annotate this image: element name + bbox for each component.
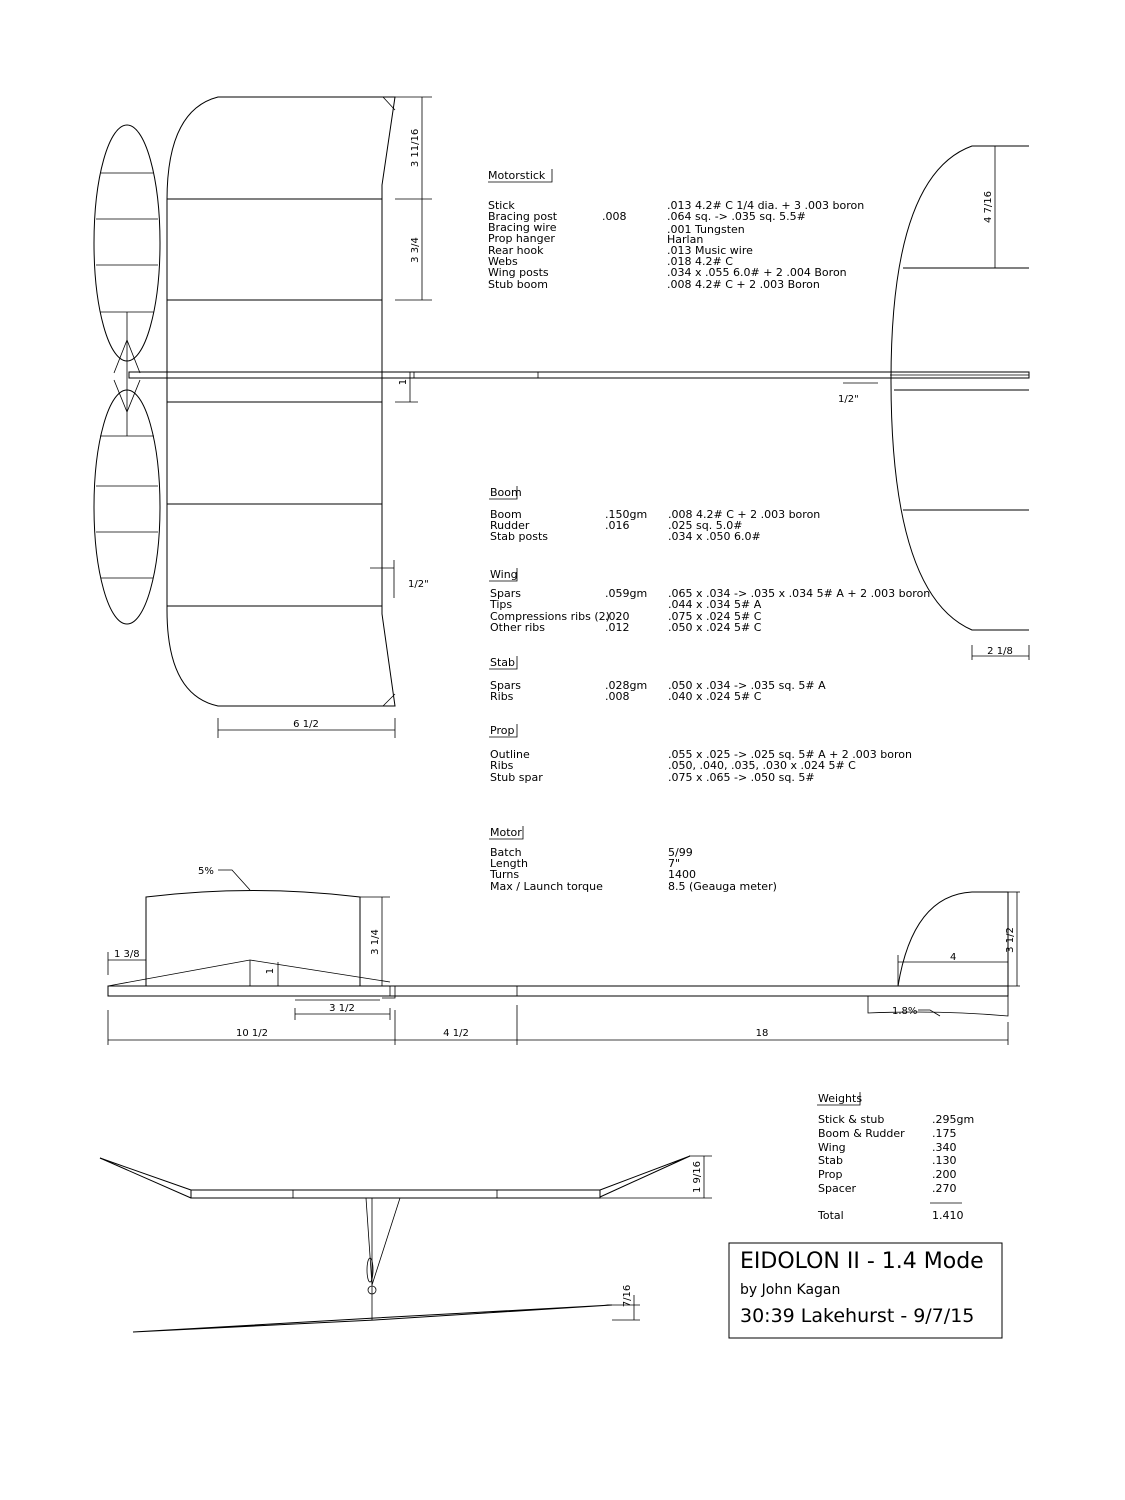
spec-row-spec: .008 4.2# C + 2 .003 Boron — [667, 278, 820, 291]
weight-row-value: .130 — [932, 1154, 957, 1167]
spec-row-spec: .034 x .050 6.0# — [668, 530, 761, 543]
weight-row-name: Stab — [818, 1154, 844, 1167]
spec-row-name: Batch — [490, 846, 522, 859]
spec-row-spec: .050 x .024 5# C — [668, 621, 762, 634]
weight-row-name: Stick & stub — [818, 1113, 885, 1126]
wing-header: Wing — [490, 568, 518, 581]
spec-row-name: Spars — [490, 679, 521, 692]
spec-row-weight: .028gm — [605, 679, 648, 692]
spec-row-name: Webs — [488, 255, 518, 268]
dim-wing-chord: 6 1/2 — [293, 719, 319, 730]
spec-row-value: 1400 — [668, 868, 696, 881]
spec-motorstick — [488, 169, 864, 291]
weight-row-name: Spacer — [818, 1182, 857, 1195]
dim-post-height: 1 — [265, 967, 276, 975]
dim-stab-boom: 1/2" — [838, 394, 859, 405]
spec-row-spec: Harlan — [667, 233, 704, 246]
spec-row-name: Stab posts — [490, 530, 549, 543]
spec-row-spec: .040 x .024 5# C — [668, 690, 762, 703]
dim-stab-chord: 4 7/16 — [983, 191, 994, 223]
spec-row-name: Max / Launch torque — [490, 880, 603, 893]
wing-dimensions — [218, 97, 432, 738]
spec-prop — [489, 724, 912, 784]
drawing-author: by John Kagan — [740, 1282, 841, 1298]
stab-header: Stab — [490, 656, 516, 669]
spec-row-weight: .016 — [605, 519, 630, 532]
weight-row-value: .175 — [932, 1127, 957, 1140]
spec-row-spec: .034 x .055 6.0# + 2 .004 Boron — [667, 266, 847, 279]
spec-row-name: Wing posts — [488, 266, 549, 279]
spec-boom — [489, 486, 820, 543]
spec-row-name: Bracing post — [488, 210, 558, 223]
spec-row-spec: .018 4.2# C — [667, 255, 733, 268]
spec-row-spec: .013 Music wire — [667, 244, 753, 257]
spec-row-spec: .050, .040, .035, .030 x .024 5# C — [668, 759, 856, 772]
spec-row-spec: .064 sq. -> .035 sq. 5.5# — [667, 210, 806, 223]
spec-row-spec: .013 4.2# C 1/4 dia. + 3 .003 boron — [667, 199, 865, 212]
title-block — [729, 1243, 1002, 1338]
dim-wing-height: 3 1/4 — [370, 929, 381, 955]
weights-total-label: Total — [818, 1209, 844, 1222]
drawing-title: EIDOLON II - 1.4 Mode — [740, 1249, 984, 1274]
spec-row-name: Boom — [490, 508, 522, 521]
spec-row-weight: .150gm — [605, 508, 648, 521]
dim-stick-mid: 4 1/2 — [443, 1028, 469, 1039]
spec-row-value: 5/99 — [668, 846, 693, 859]
spec-row-spec: .055 x .025 -> .025 sq. 5# A + 2 .003 boron — [668, 748, 912, 761]
dim-wing-outer-panel: 3 11/16 — [410, 128, 421, 168]
spec-row-name: Outline — [490, 748, 530, 761]
front-view — [100, 1156, 712, 1332]
spec-row-spec: .075 x .024 5# C — [668, 610, 762, 623]
spec-row-weight: .012 — [605, 621, 630, 634]
spec-row-weight: .059gm — [605, 587, 648, 600]
spec-row-name: Stick — [488, 199, 515, 212]
drawing-flight-record: 30:39 Lakehurst - 9/7/15 — [740, 1305, 975, 1327]
spec-row-spec: .025 sq. 5.0# — [668, 519, 743, 532]
weight-row-value: .270 — [932, 1182, 957, 1195]
spec-row-name: Length — [490, 857, 528, 870]
weight-row-value: .200 — [932, 1168, 957, 1181]
spec-row-name: Compressions ribs (2) — [490, 610, 610, 623]
weight-row-name: Wing — [818, 1141, 846, 1154]
weights-total-value: 1.410 — [932, 1209, 964, 1222]
propeller-plan-view — [94, 125, 160, 624]
spec-row-weight: .008 — [605, 690, 630, 703]
spec-row-name: Rudder — [490, 519, 530, 532]
dim-wing-trailing: 1/2" — [408, 579, 429, 590]
motor-header: Motor — [490, 826, 522, 839]
spec-row-name: Prop hanger — [488, 232, 555, 245]
spec-row-spec: .001 Tungsten — [667, 223, 745, 236]
dim-stab-tilt: 7/16 — [622, 1284, 633, 1308]
spec-row-spec: .008 4.2# C + 2 .003 boron — [668, 508, 821, 521]
spec-row-name: Ribs — [490, 690, 514, 703]
dim-rudder-height: 3 1/2 — [1005, 927, 1016, 953]
weight-row-name: Boom & Rudder — [818, 1127, 905, 1140]
spec-row-spec: .044 x .034 5# A — [668, 598, 762, 611]
spec-row-weight: .008 — [602, 210, 627, 223]
motorstick-header: Motorstick — [488, 169, 546, 182]
dim-stab-tip: 2 1/8 — [987, 646, 1013, 657]
stabilizer-plan-view — [891, 146, 1029, 660]
spec-row-name: Other ribs — [490, 621, 546, 634]
side-view — [108, 891, 1008, 1017]
dim-dihedral: 1 9/16 — [692, 1161, 703, 1193]
dim-rudder-width: 4 — [950, 952, 957, 963]
spec-row-value: 7" — [668, 857, 681, 870]
spec-row-spec: .065 x .034 -> .035 x .034 5# A + 2 .003 boron — [668, 587, 931, 600]
spec-row-spec: .075 x .065 -> .050 sq. 5# — [668, 771, 815, 784]
spec-wing — [489, 568, 930, 634]
spec-row-name: Spars — [490, 587, 521, 600]
dim-boom-length: 18 — [755, 1028, 769, 1039]
spec-row-name: Rear hook — [488, 244, 544, 257]
dim-wing-rib-spacing: 3 3/4 — [410, 237, 421, 263]
dim-stab-camber: 1.8% — [892, 1006, 918, 1017]
spec-row-weight: .020 — [605, 610, 630, 623]
dim-lead-offset: 1 3/8 — [114, 949, 140, 960]
spec-row-name: Stub spar — [490, 771, 543, 784]
boom-header: Boom — [490, 486, 522, 499]
fuselage-plan-view — [129, 372, 1029, 405]
weight-row-value: .295gm — [932, 1113, 975, 1126]
dim-post-spacing: 3 1/2 — [329, 1003, 355, 1014]
wing-plan-view — [167, 97, 395, 706]
weights-header: Weights — [818, 1092, 863, 1105]
dim-wing-to-boom: 10 1/2 — [236, 1028, 268, 1039]
dim-stick-offset: 1 — [398, 378, 409, 386]
spec-stab — [489, 656, 826, 703]
weight-row-name: Prop — [818, 1168, 843, 1181]
spec-row-spec: .050 x .034 -> .035 sq. 5# A — [668, 679, 826, 692]
weight-row-value: .340 — [932, 1141, 957, 1154]
spec-row-value: 8.5 (Geauga meter) — [668, 880, 777, 893]
spec-row-name: Ribs — [490, 759, 514, 772]
spec-row-name: Bracing wire — [488, 221, 557, 234]
spec-row-name: Tips — [490, 598, 513, 611]
spec-row-name: Turns — [490, 868, 520, 881]
prop-header: Prop — [490, 724, 515, 737]
weights-table — [817, 1092, 974, 1222]
dim-wing-camber: 5% — [198, 866, 214, 877]
spec-motor — [489, 826, 777, 893]
spec-row-name: Stub boom — [488, 278, 548, 291]
